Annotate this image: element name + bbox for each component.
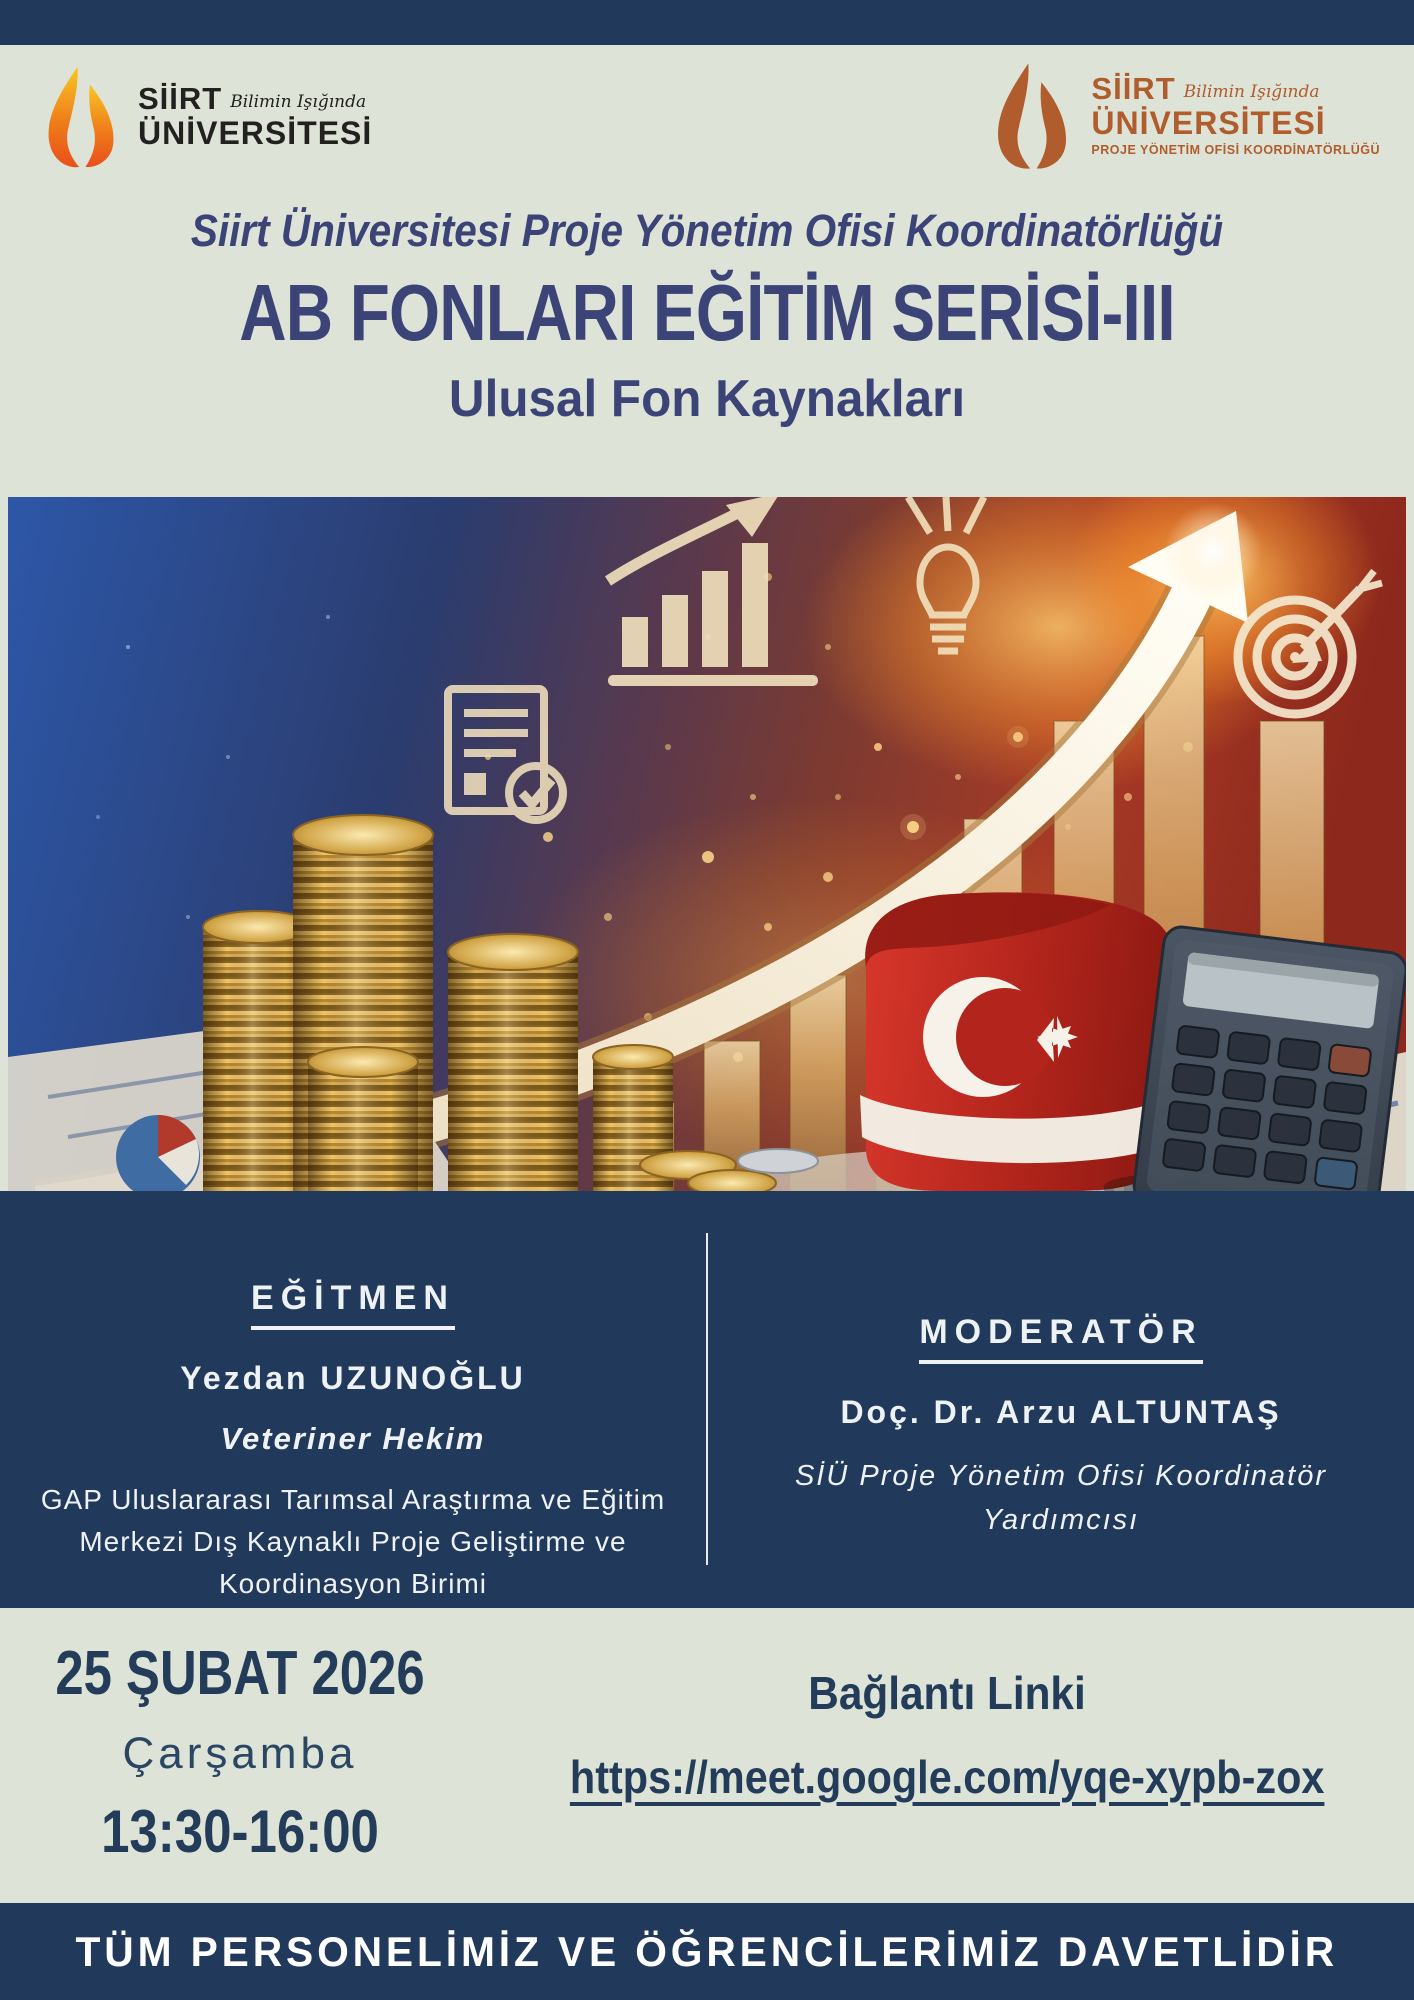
title-block (0, 177, 1414, 497)
egitmen-affiliation: GAP Uluslararası Tarımsal Araştırma ve Eğitim Merkezi Dış Kaynaklı Proje Geliştirme ve Koordinasyon Birimi (40, 1484, 666, 1599)
egitmen-name: Yezdan UZUNOĞLU (180, 1360, 526, 1396)
top-navy-bar (0, 0, 1414, 45)
hero-image (8, 497, 1406, 1191)
page-title: AB FONLARI EĞİTİM SERİSİ-III (239, 268, 1175, 357)
logo-name-bottom: ÜNİVERSİTESİ (1091, 105, 1326, 142)
link-label: Bağlantı Linki (808, 1667, 1086, 1719)
speakers-section (0, 1191, 1414, 1608)
footer-banner (0, 1903, 1414, 2000)
egitmen-column (0, 1191, 706, 1608)
footer-message: TÜM PERSONELİMİZ VE ÖĞRENCİLERİMİZ DAVETLİDİR (75, 1927, 1339, 1975)
logo-name-top: SİİRT (138, 81, 223, 116)
moderator-heading: MODERATÖR (919, 1313, 1202, 1364)
egitmen-role: Veteriner Hekim (220, 1421, 486, 1456)
header (0, 45, 1414, 177)
title-kicker: Siirt Üniversitesi Proje Yönetim Ofisi Koordinatörlüğü (190, 205, 1224, 256)
logo-name-top: SİİRT (1091, 71, 1176, 107)
meeting-link[interactable]: https://meet.google.com/yqe-xypb-zox (569, 1751, 1325, 1803)
page-subtitle: Ulusal Fon Kaynakları (448, 370, 966, 428)
egitmen-heading: EĞİTMEN (251, 1279, 455, 1330)
moderator-column (708, 1191, 1414, 1608)
moderator-role: SİÜ Proje Yönetim Ofisi Koordinatör Yardımcısı (794, 1460, 1328, 1536)
logo-tagline: Bilimin Işığında (230, 92, 367, 112)
logo-unit-name: PROJE YÖNETİM OFİSİ KOORDİNATÖRLÜĞÜ (1091, 143, 1380, 158)
flame-icon (987, 59, 1077, 171)
flame-icon (38, 63, 124, 169)
event-day: Çarşamba (122, 1729, 358, 1778)
event-time: 13:30-16:00 (101, 1798, 379, 1865)
date-time-block (0, 1608, 480, 1903)
event-date: 25 ŞUBAT 2026 (55, 1639, 425, 1708)
meeting-link-block (480, 1608, 1414, 1903)
logo-name-bottom: ÜNİVERSİTESİ (138, 115, 373, 151)
logo-tagline: Bilimin Işığında (1183, 82, 1320, 103)
moderator-name: Doç. Dr. Arzu ALTUNTAŞ (840, 1394, 1282, 1430)
siirt-university-logo (38, 63, 372, 169)
project-office-logo (987, 59, 1380, 171)
schedule-section (0, 1608, 1414, 1903)
turkish-flag-ribbon (860, 892, 1175, 1191)
